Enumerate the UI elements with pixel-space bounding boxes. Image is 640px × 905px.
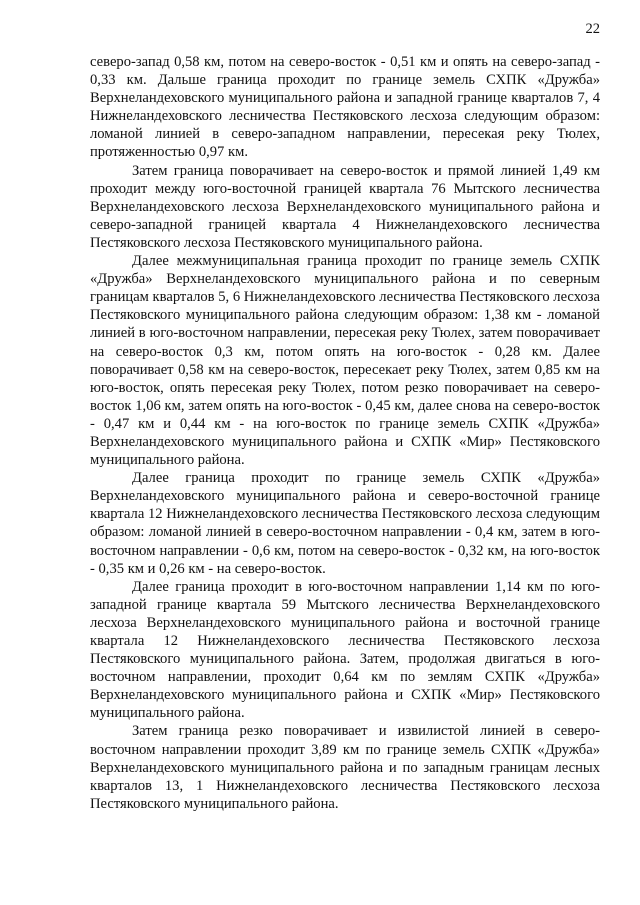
paragraph-4: Далее граница проходит по границе земель СХПК «Дружба» Верхнеландеховского муниципального района и северо-восточной границе квартала 12 Нижнеландеховского лесничества Пестяковского лесхоза следующим образом: ломаной линией в северо-восточном направлении - 0,4 км, затем в юго-восточном направлении - 0,6 км, потом на северо-восток - 0,32 км, на юго-восток - 0,35 км и 0,26 км - на северо-восток. xyxy=(90,470,600,577)
body-text xyxy=(90,53,600,813)
paragraph-2: Затем граница поворачивает на северо-восток и прямой линией 1,49 км проходит между юго-восточной границей квартала 76 Мытского лесничества Верхнеландеховского лесхоза Верхнеландеховского муниципального района и северо-западной границей квартала 4 Нижнеландеховского лесничества Пестяковского лесхоза Пестяковского муниципального района. xyxy=(90,162,600,251)
paragraph-6: Затем граница резко поворачивает и извилистой линией в северо-восточном направлении проходит 3,89 км по границе земель СХПК «Дружба» Верхнеландеховского муниципального района и по западным границам лесных кварталов 13, 1 Нижнеландеховского лесничества Пестяковского лесхоза Пестяковского муниципального района. xyxy=(90,723,600,812)
paragraph-3: Далее межмуниципальная граница проходит по границе земель СХПК «Дружба» Верхнеландеховского муниципального района и по северным границам кварталов 5, 6 Нижнеландеховского лесничества Пестяковского лесхоза Пестяковского муниципального района следующим образом: 1,38 км - ломаной линией в юго-восточном направлении, пересекая реку Тюлех, затем поворачивает на северо-восток 0,3 км, потом опять на юго-восток - 0,28 км. Далее поворачивает 0,58 км на северо-восток, пересекает реку Тюлех, затем 0,85 км на юго-восток, опять пересекая реку Тюлех, потом резко поворачивает на северо-восток 1,06 км, затем опять на юго-восток - 0,45 км, далее снова на северо-восток - 0,47 км и 0,44 км - на юго-восток по границе земель СХПК «Дружба» Верхнеландеховского муниципального района и СХПК «Мир» Пестяковского муниципального района. xyxy=(90,253,600,469)
paragraph-5: Далее граница проходит в юго-восточном направлении 1,14 км по юго-западной границе квартала 59 Мытского лесничества Верхнеландеховского лесхоза Верхнеландеховского муниципального района и восточной границе квартала 12 Нижнеландеховского лесничества Пестяковского лесхоза Пестяковского муниципального района. Затем, продолжая двигаться в юго-восточном направлении, проходит 0,64 км по землям СХПК «Дружба» Верхнеландеховского муниципального района и СХПК «Мир» Пестяковского муниципального района. xyxy=(90,578,600,722)
paragraph-1: северо-запад 0,58 км, потом на северо-восток - 0,51 км и опять на северо-запад - 0,33 км. Дальше граница проходит по границе земель СХПК «Дружба» Верхнеландеховского муниципального района и западной границе кварталов 7, 4 Нижнеландеховского лесничества Пестяковского лесхоза следующим образом: ломаной линией в северо-западном направлении, пересекая реку Тюлех, протяженностью 0,97 км. xyxy=(90,54,600,161)
page-number: 22 xyxy=(585,21,600,37)
